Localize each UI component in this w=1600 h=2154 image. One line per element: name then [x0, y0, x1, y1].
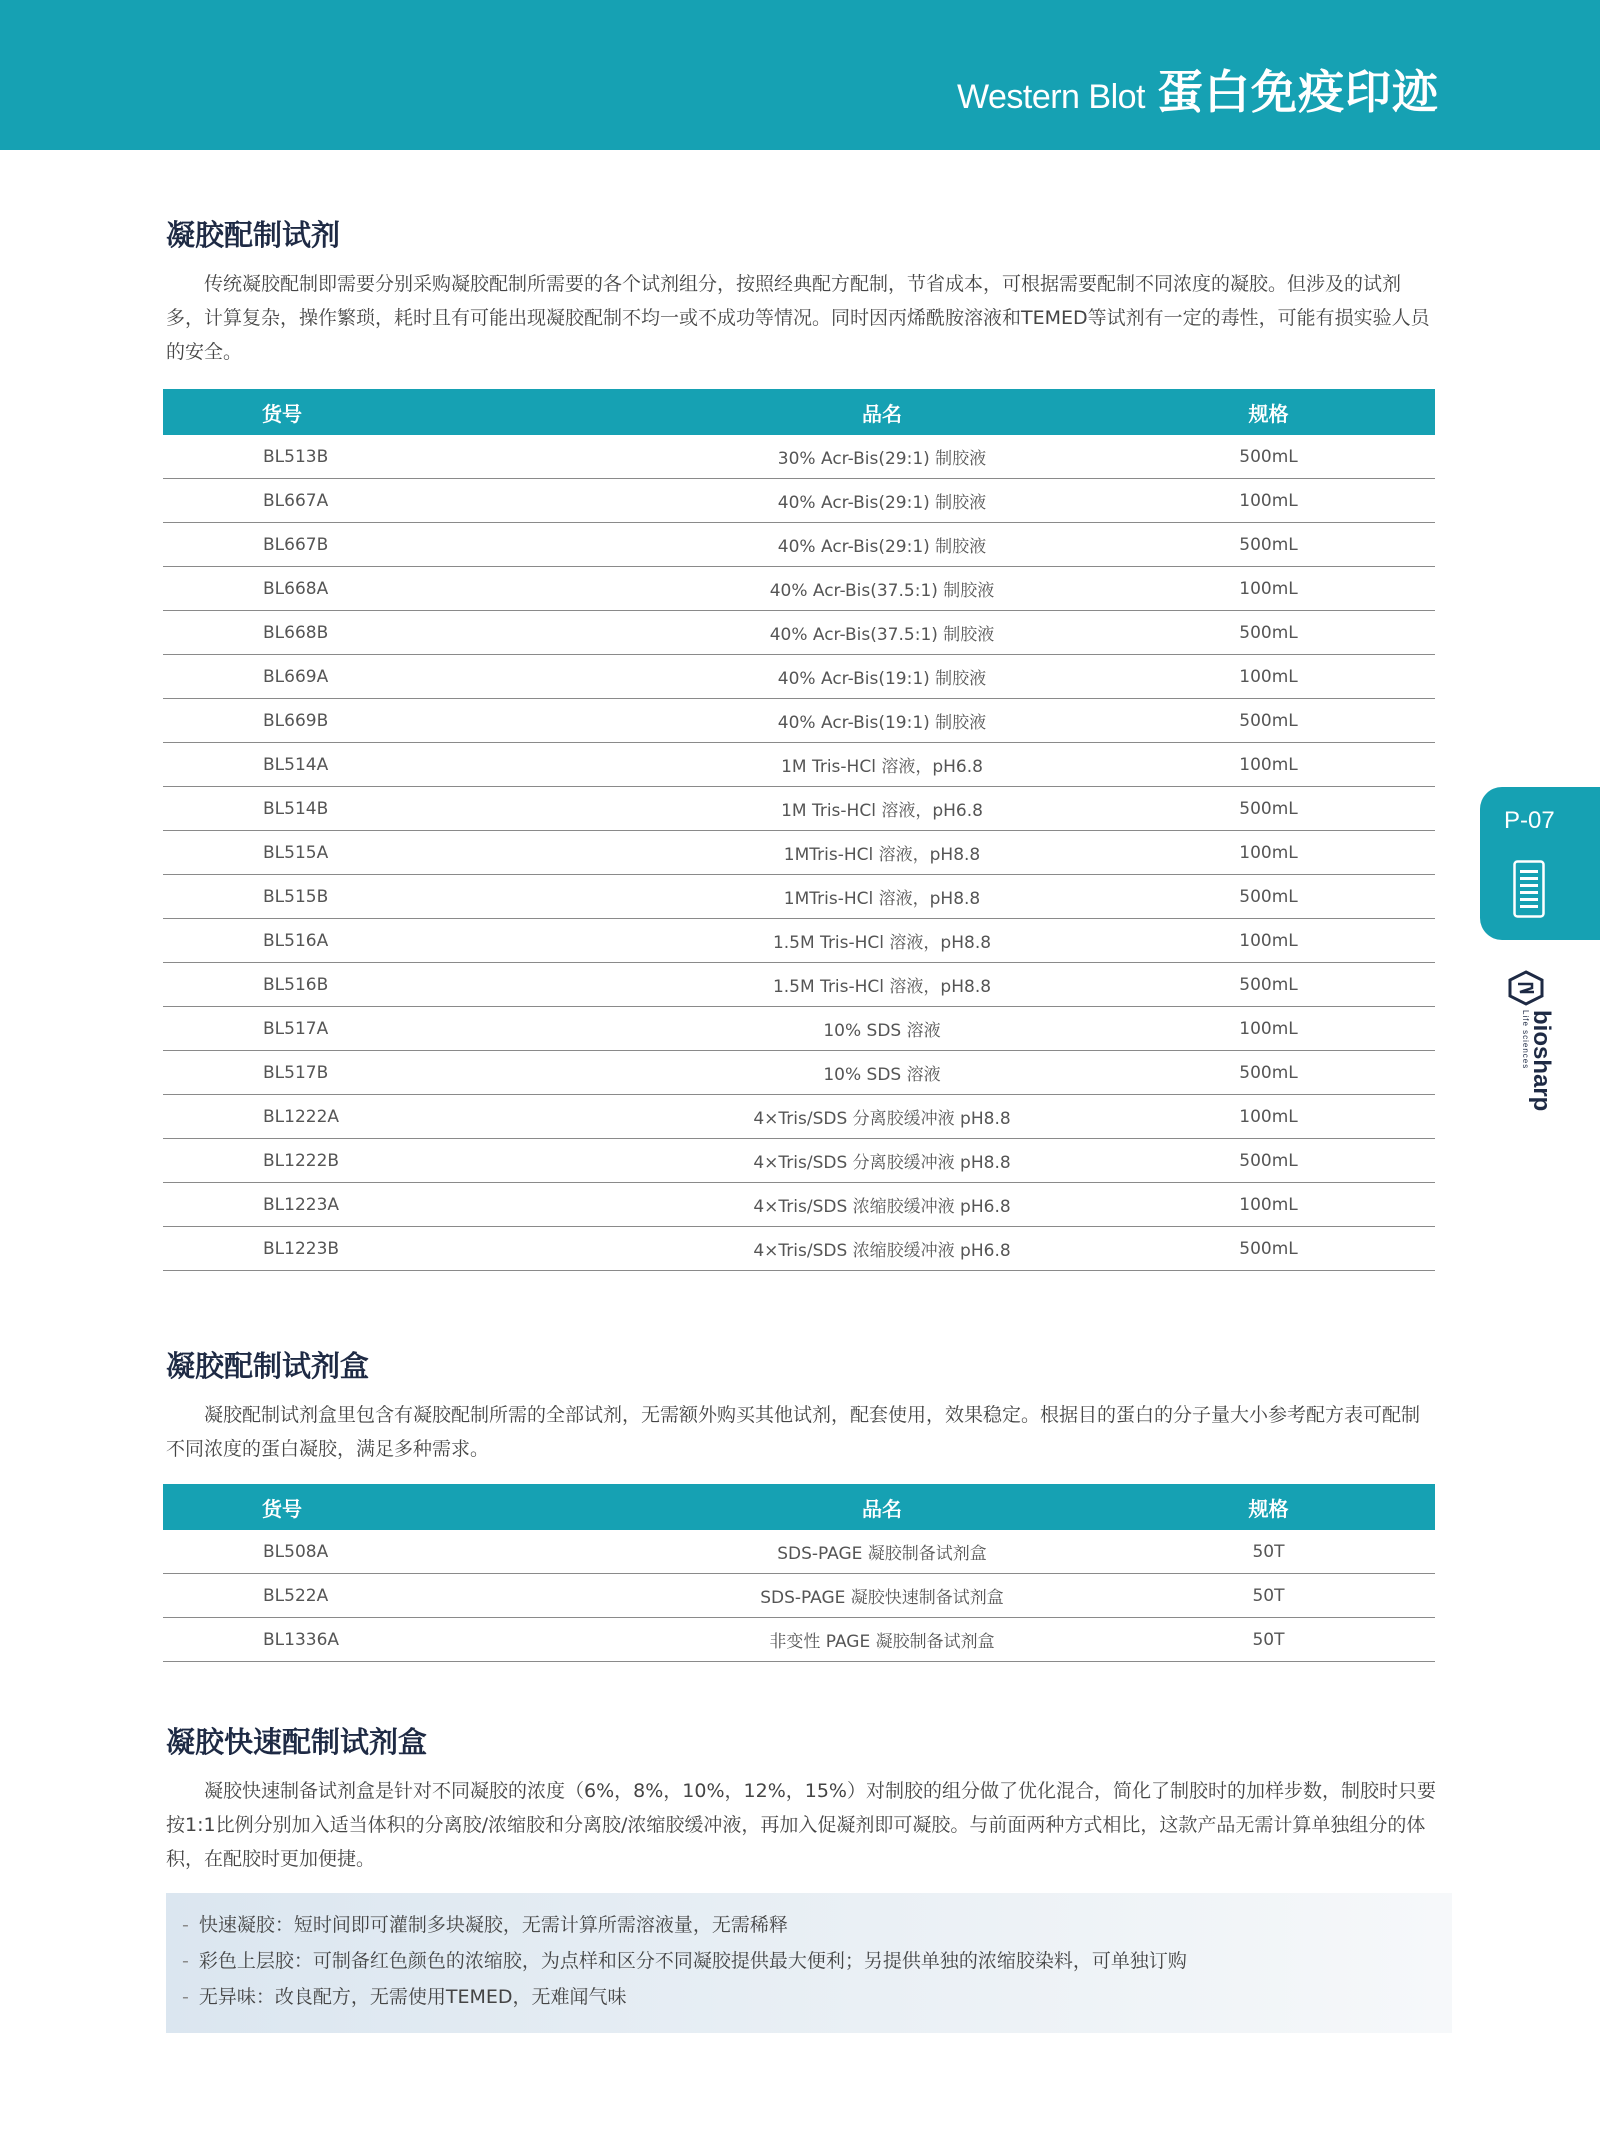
catalog-no-cell: BL667A [163, 479, 662, 523]
product-name-cell: 40% Acr-Bis(37.5:1) 制胶液 [662, 611, 1102, 655]
catalog-no-cell: BL1223A [163, 1183, 662, 1227]
bullet-dash: - [182, 1986, 189, 2008]
size-cell: 100mL [1102, 919, 1435, 963]
biosharp-logo [1506, 970, 1555, 1146]
column-header-product-name: 品名 [662, 1484, 1102, 1530]
table-row [163, 699, 1435, 743]
table-row [163, 655, 1435, 699]
product-name-cell: 4×Tris/SDS 浓缩胶缓冲液 pH6.8 [662, 1227, 1102, 1271]
feature-item [182, 1979, 1452, 2015]
section-paragraph-rapid-gel-kits: 凝胶快速制备试剂盒是针对不同凝胶的浓度（6%，8%，10%，12%，15%）对制胶的组分做了优化混合，简化了制胶时的加样步数，制胶时只要按1:1比例分别加入适当体积的分离胶/浓缩胶和分离胶/浓缩胶缓冲液，再加入促凝剂即可凝胶。与前面两种方式相比，这款产品无需计算单独组分的体积，在配胶时更加便捷。 [166, 1780, 1436, 1870]
size-cell: 500mL [1102, 875, 1435, 919]
product-name-cell: 1MTris-HCl 溶液，pH8.8 [662, 875, 1102, 919]
gel-kits-table [163, 1484, 1435, 1662]
size-cell: 500mL [1102, 1139, 1435, 1183]
product-name-cell: SDS-PAGE 凝胶制备试剂盒 [662, 1530, 1102, 1574]
table-header-row [163, 389, 1435, 435]
gel-reagents-table [163, 389, 1435, 1271]
gel-strip-icon [1513, 860, 1545, 918]
catalog-no-cell: BL667B [163, 523, 662, 567]
size-cell: 500mL [1102, 523, 1435, 567]
product-name-cell: 40% Acr-Bis(37.5:1) 制胶液 [662, 567, 1102, 611]
size-cell: 100mL [1102, 1095, 1435, 1139]
size-cell: 50T [1102, 1618, 1435, 1662]
table-row [163, 1618, 1435, 1662]
header-title-zh: 蛋白免疫印迹 [1157, 65, 1439, 119]
catalog-no-cell: BL515A [163, 831, 662, 875]
product-name-cell: 4×Tris/SDS 浓缩胶缓冲液 pH6.8 [662, 1183, 1102, 1227]
table-row [163, 611, 1435, 655]
table-row [163, 1227, 1435, 1271]
size-cell: 100mL [1102, 655, 1435, 699]
section-title-rapid-gel-kits: 凝胶快速配制试剂盒 [166, 1725, 428, 1759]
table-row [163, 1139, 1435, 1183]
catalog-no-cell: BL1223B [163, 1227, 662, 1271]
header-title [957, 56, 1439, 122]
table-row [163, 919, 1435, 963]
size-cell: 100mL [1102, 743, 1435, 787]
size-cell: 500mL [1102, 611, 1435, 655]
table-row [163, 479, 1435, 523]
section-paragraph-gel-reagents: 传统凝胶配制即需要分别采购凝胶配制所需要的各个试剂组分，按照经典配方配制，节省成本，可根据需要配制不同浓度的凝胶。但涉及的试剂多，计算复杂，操作繁琐，耗时且有可能出现凝胶配制不均一或不成功等情况。同时因丙烯酰胺溶液和TEMED等试剂有一定的毒性，可能有损实验人员的安全。 [166, 273, 1430, 363]
product-name-cell: 1MTris-HCl 溶液，pH8.8 [662, 831, 1102, 875]
product-name-cell: 30% Acr-Bis(29:1) 制胶液 [662, 435, 1102, 479]
feature-list-box [166, 1893, 1452, 2033]
catalog-no-cell: BL669B [163, 699, 662, 743]
catalog-no-cell: BL669A [163, 655, 662, 699]
size-cell: 500mL [1102, 1051, 1435, 1095]
size-cell: 100mL [1102, 1183, 1435, 1227]
feature-text: 彩色上层胶：可制备红色颜色的浓缩胶，为点样和区分不同凝胶提供最大便利；另提供单独的浓缩胶染料，可单独订购 [198, 1950, 1187, 1972]
table-row [163, 1183, 1435, 1227]
product-name-cell: 4×Tris/SDS 分离胶缓冲液 pH8.8 [662, 1139, 1102, 1183]
table-row [163, 963, 1435, 1007]
table-row [163, 831, 1435, 875]
catalog-no-cell: BL1336A [163, 1618, 662, 1662]
size-cell: 50T [1102, 1530, 1435, 1574]
size-cell: 500mL [1102, 963, 1435, 1007]
product-name-cell: 非变性 PAGE 凝胶制备试剂盒 [662, 1618, 1102, 1662]
product-name-cell: SDS-PAGE 凝胶快速制备试剂盒 [662, 1574, 1102, 1618]
brand-subtitle: Life sciences [1521, 1010, 1530, 1070]
table-row [163, 743, 1435, 787]
product-name-cell: 1M Tris-HCl 溶液，pH6.8 [662, 743, 1102, 787]
size-cell: 500mL [1102, 435, 1435, 479]
section-title-gel-kits: 凝胶配制试剂盒 [166, 1349, 370, 1383]
catalog-no-cell: BL1222B [163, 1139, 662, 1183]
size-cell: 100mL [1102, 479, 1435, 523]
table-row [163, 1007, 1435, 1051]
size-cell: 100mL [1102, 567, 1435, 611]
size-cell: 50T [1102, 1574, 1435, 1618]
catalog-no-cell: BL516A [163, 919, 662, 963]
table-row [163, 1095, 1435, 1139]
table-row [163, 875, 1435, 919]
section-paragraph-gel-kits: 凝胶配制试剂盒里包含有凝胶配制所需的全部试剂，无需额外购买其他试剂，配套使用，效果稳定。根据目的蛋白的分子量大小参考配方表可配制不同浓度的蛋白凝胶，满足多种需求。 [166, 1404, 1421, 1460]
catalog-no-cell: BL668B [163, 611, 662, 655]
catalog-no-cell: BL513B [163, 435, 662, 479]
brand-name: biosharp [1528, 1010, 1555, 1112]
page-number-tab [1480, 787, 1600, 940]
column-header-catalog-no: 货号 [163, 389, 662, 435]
size-cell: 500mL [1102, 787, 1435, 831]
size-cell: 500mL [1102, 1227, 1435, 1271]
table-row [163, 1574, 1435, 1618]
table-row [163, 523, 1435, 567]
catalog-no-cell: BL514A [163, 743, 662, 787]
feature-text: 快速凝胶：短时间即可灌制多块凝胶，无需计算所需溶液量，无需稀释 [198, 1914, 788, 1936]
column-header-product-name: 品名 [662, 389, 1102, 435]
size-cell: 500mL [1102, 699, 1435, 743]
bullet-dash: - [182, 1950, 189, 1972]
feature-text: 无异味：改良配方，无需使用TEMED，无难闻气味 [198, 1986, 627, 2008]
product-name-cell: 4×Tris/SDS 分离胶缓冲液 pH8.8 [662, 1095, 1102, 1139]
catalog-no-cell: BL508A [163, 1530, 662, 1574]
size-cell: 100mL [1102, 1007, 1435, 1051]
product-name-cell: 10% SDS 溶液 [662, 1007, 1102, 1051]
product-name-cell: 40% Acr-Bis(29:1) 制胶液 [662, 523, 1102, 567]
column-header-size: 规格 [1102, 1484, 1435, 1530]
bullet-dash: - [182, 1914, 189, 1936]
product-name-cell: 10% SDS 溶液 [662, 1051, 1102, 1095]
table-row [163, 567, 1435, 611]
table-header-row [163, 1484, 1435, 1530]
header-title-en: Western Blot [956, 78, 1145, 116]
product-name-cell: 40% Acr-Bis(19:1) 制胶液 [662, 655, 1102, 699]
catalog-no-cell: BL522A [163, 1574, 662, 1618]
product-name-cell: 1.5M Tris-HCl 溶液，pH8.8 [662, 963, 1102, 1007]
catalog-no-cell: BL514B [163, 787, 662, 831]
feature-item [182, 1943, 1452, 1979]
table-row [163, 435, 1435, 479]
table-row [163, 787, 1435, 831]
product-name-cell: 1M Tris-HCl 溶液，pH6.8 [662, 787, 1102, 831]
table-row [163, 1051, 1435, 1095]
catalog-no-cell: BL515B [163, 875, 662, 919]
feature-item [182, 1907, 1452, 1943]
catalog-no-cell: BL668A [163, 567, 662, 611]
product-name-cell: 40% Acr-Bis(19:1) 制胶液 [662, 699, 1102, 743]
page-header [0, 0, 1600, 150]
catalog-no-cell: BL516B [163, 963, 662, 1007]
catalog-no-cell: BL517B [163, 1051, 662, 1095]
catalog-no-cell: BL517A [163, 1007, 662, 1051]
catalog-no-cell: BL1222A [163, 1095, 662, 1139]
feature-list [166, 1893, 1452, 2015]
biosharp-logo-icon [1510, 972, 1542, 1004]
column-header-catalog-no: 货号 [163, 1484, 662, 1530]
column-header-size: 规格 [1102, 389, 1435, 435]
table-row [163, 1530, 1435, 1574]
page-number: P-07 [1504, 807, 1555, 834]
product-name-cell: 1.5M Tris-HCl 溶液，pH8.8 [662, 919, 1102, 963]
product-name-cell: 40% Acr-Bis(29:1) 制胶液 [662, 479, 1102, 523]
section-title-gel-reagents: 凝胶配制试剂 [166, 218, 341, 252]
size-cell: 100mL [1102, 831, 1435, 875]
